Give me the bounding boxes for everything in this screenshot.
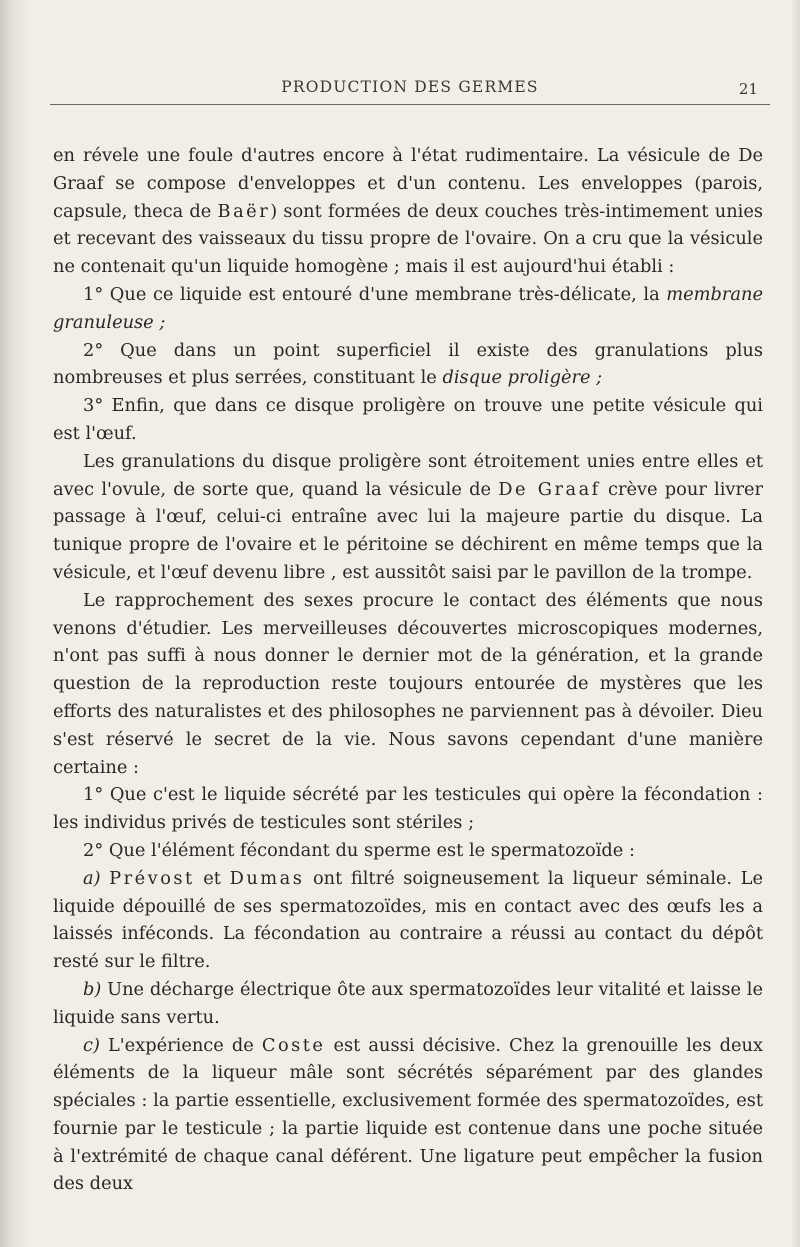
text-run: 1° Que ce liquide est entouré d'une membrane très-délicate, la <box>83 283 667 305</box>
page-header <box>50 78 770 105</box>
spaced-name: Baër <box>217 200 271 222</box>
paragraph <box>53 448 763 587</box>
spaced-name: De Graaf <box>498 478 601 500</box>
text-run <box>101 868 110 889</box>
italic-text: a) <box>83 867 101 889</box>
text-run: crève pour livrer passage à l'œuf, celui-ci entraîne avec lui la majeure partie du disque. La tunique propre de l'ovaire et le péritoine se déchirent en même temps que la vésicule, et l'œuf devenu libre , est aussitôt saisi par le pavillon de la trompe. <box>53 478 763 583</box>
text-run: ont filtré soigneusement la liqueur séminale. Le liquide dépouillé de ses spermatozoïdes, mis en contact avec des œufs les a laissés inféconds. La fécondation au contraire a réussi au contact du dépôt resté sur le filtre. <box>53 867 763 973</box>
paragraph <box>53 781 763 837</box>
spaced-name: Prévost <box>109 867 195 889</box>
text-run: 2° Que l'élément fécondant du sperme est le spermatozoïde : <box>83 839 635 861</box>
running-head: PRODUCTION DES GERMES <box>281 78 539 96</box>
paragraph <box>53 281 763 337</box>
paragraph <box>53 1032 763 1199</box>
paragraph <box>53 392 763 448</box>
text-run: ) sont formées de deux couches très-intimement unies et recevant des vaisseaux du tissu propre de l'ovaire. On a cru que la vésicule ne contenait qu'un liquide homogène ; mais il est aujourd'hui établi : <box>53 200 763 278</box>
paragraph <box>53 837 763 865</box>
paragraph <box>53 587 763 782</box>
paragraph <box>53 976 763 1032</box>
page-edge-shadow <box>790 0 800 1247</box>
italic-text: membrane granuleuse ; <box>53 283 763 333</box>
spaced-name: Dumas <box>229 867 305 889</box>
text-run: Une décharge électrique ôte aux spermatozoïdes leur vitalité et laisse le liquide sans vertu. <box>53 978 763 1028</box>
italic-text: c) <box>83 1034 100 1056</box>
binding-shadow <box>0 0 28 1247</box>
body-text <box>53 142 763 1198</box>
text-run: est aussi décisive. Chez la grenouille les deux éléments de la liqueur mâle sont sécrétés séparément par des glandes spéciales : la partie essentielle, exclusivement formée des spermatozoïdes, est fournie par le testicule ; la partie liquide est contenue dans une poche située à l'extrémité de chaque canal déférent. Une ligature peut empêcher la fusion des deux <box>53 1034 763 1195</box>
italic-text: b) <box>83 978 102 1000</box>
italic-text: disque proligère ; <box>442 367 603 389</box>
text-run: 2° Que dans un point superficiel il existe des granulations plus nombreuses et plus serrées, constituant le <box>53 339 763 389</box>
page-number: 21 <box>738 80 758 98</box>
paragraph <box>53 337 763 393</box>
spaced-name: Coste <box>261 1034 326 1056</box>
text-run: Les granulations du disque proligère sont étroitement unies entre elles et avec l'ovule, de sorte que, quand la vésicule de <box>53 450 763 500</box>
text-run: Le rapprochement des sexes procure le contact des éléments que nous venons d'étudier. Les merveilleuses découvertes microscopiques modernes, n'ont pas suffi à nous donner le dernier mot de la génération, et la grande question de la reproduction reste toujours entourée de mystères que les efforts des naturalistes et des philosophes ne parviennent pas à dévoiler. Dieu s'est réservé le secret de la vie. Nous savons cependant d'une manière certaine : <box>53 589 763 778</box>
text-run: L'expérience de <box>99 1034 262 1056</box>
text-run: et <box>194 867 230 889</box>
paragraph <box>53 142 763 281</box>
text-run: 3° Enfin, que dans ce disque proligère on trouve une petite vésicule qui est l'œuf. <box>53 395 763 444</box>
text-run: en révele une foule d'autres encore à l'état rudimentaire. La vésicule de De Graaf se compose d'enveloppes et d'un contenu. Les enveloppes (parois, capsule, theca de <box>53 145 763 222</box>
text-run: 1° Que c'est le liquide sécrété par les testicules qui opère la fécondation : les individus privés de testicules sont stériles ; <box>53 784 763 834</box>
paragraph <box>53 865 763 976</box>
